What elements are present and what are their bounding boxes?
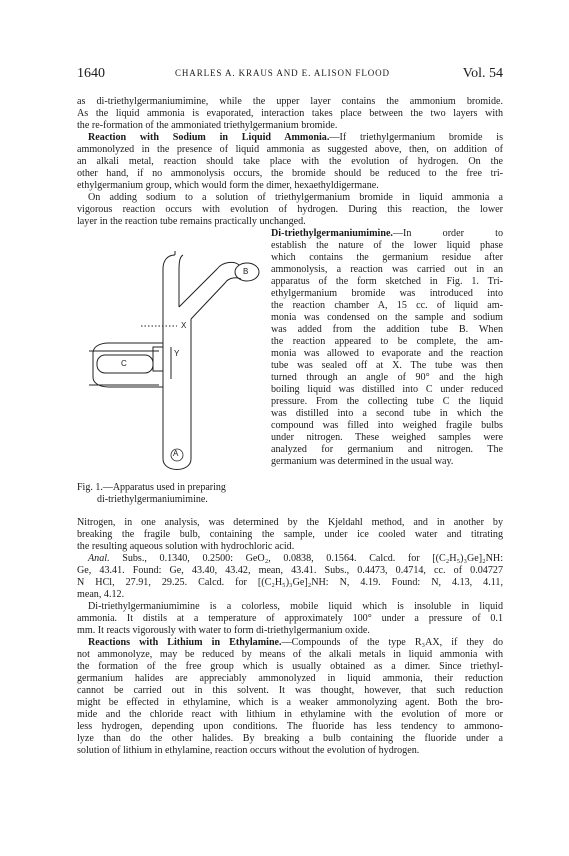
text-line: the resulting aqueous solution with hydrochloric acid. xyxy=(77,541,295,552)
figure-caption: di-triethylgermaniumimine. xyxy=(97,494,208,505)
text-line: boiling liquid was distilled into C under reduced xyxy=(271,384,503,395)
running-title: CHARLES A. KRAUS AND E. ALISON FLOOD xyxy=(175,68,390,78)
text-line: germanium was determined in the usual way. xyxy=(271,456,454,467)
text-line: the formation of the free group which is usually obtained as a dimer. Since triethyl- xyxy=(77,661,503,672)
page-number: 1640 xyxy=(77,66,105,81)
label-c: C xyxy=(121,359,127,368)
label-b: B xyxy=(243,267,249,276)
text-line: an alkali metal, reaction should take place with the evolution of hydrogen. On the xyxy=(77,156,503,167)
text-line: mm. It reacts vigorously with water to form di-triethylgermanium oxide. xyxy=(77,625,370,636)
text-line: apparatus of the form sketched in Fig. 1. Tri- xyxy=(271,276,503,287)
section-heading: Reactions with Lithium in Ethylamine. xyxy=(88,637,282,648)
analysis-line: mean, 4.12. xyxy=(77,589,125,600)
text-line: might be effected in ethylamine, which is a weaker ammonolyzing agent. Both the bro- xyxy=(77,697,503,708)
text-line: turned through an angle of 90° and the high xyxy=(271,372,503,383)
text-line: ethylgermanium bromide was introduced into xyxy=(271,288,503,299)
label-a: A xyxy=(173,449,179,458)
analysis-line: Anal. Subs., 0.1340, 0.2500: GeO₂, 0.0838, 0.1564. Calcd. for [(C₂H₅)₃Ge]₂NH: xyxy=(88,553,503,564)
text-line: the re-formation of the ammoniated triethylgermanium bromide. xyxy=(77,120,338,131)
text-line: cannot be carried out in this solvent. It was thought, however, that such reduction xyxy=(77,685,503,696)
analysis-label: Anal. xyxy=(88,553,110,564)
text-line: monia was condensed on the sample and sodium xyxy=(271,312,503,323)
text-line: compound was filled into weighed fragile bulbs xyxy=(271,420,503,431)
analysis-line: N HCl, 27.91, 29.25. Calcd. for [(C₂H₅)₃Ge]₂NH: N, 4.19. Found: N, 4.13, 4.11, xyxy=(77,577,503,588)
text-line: less hydrogen, depending upon conditions. The fluoride has less tendency to ammono- xyxy=(77,721,503,732)
text-line: ammonia. It distils at a temperature of approximately 100° under a pressure of 0.1 xyxy=(77,613,503,624)
text-line: Reaction with Sodium in Liquid Ammonia.—If triethylgermanium bromide is xyxy=(88,132,503,143)
text-line: under nitrogen. These weighed samples were xyxy=(271,432,503,443)
analysis-line: Ge, 43.41. Found: Ge, 43.40, 43.42, mean, 43.41. Subs., 0.4473, 0.4714, cc. of 0.04727 xyxy=(77,565,503,576)
text-line: ammonolysis, a reaction was carried out in an xyxy=(271,264,503,275)
text-line: ethylgermanium group, which would form the dimer, hexaethyldigermane. xyxy=(77,180,379,191)
text-line: Di-triethylgermaniumimine is a colorless, mobile liquid which is insoluble in liquid xyxy=(88,601,503,612)
text-line: was added from the addition tube B. When xyxy=(271,324,503,335)
text-line: the reaction chamber A, 15 cc. of liquid am- xyxy=(271,300,503,311)
running-header xyxy=(77,66,503,82)
label-x: X xyxy=(181,321,187,330)
reaction-tube-outline xyxy=(163,255,191,470)
text-line: Di-triethylgermaniumimine.—In order to xyxy=(271,228,503,239)
apparatus-diagram xyxy=(79,247,264,483)
text-line: which contains the germanium residue after xyxy=(271,252,503,263)
text-line: establish the nature of the lower liquid phase xyxy=(271,240,503,251)
apparatus-figure xyxy=(79,247,264,483)
text-line: pressure. From the collecting tube C the liquid xyxy=(271,396,503,407)
section-heading: Di-triethylgermaniumimine. xyxy=(271,228,393,239)
text-line: As the liquid ammonia is evaporated, interaction takes place between the two layers with xyxy=(77,108,503,119)
text-line: not ammonolyze, may be reduced by means of the alkali metals in liquid ammonia with xyxy=(77,649,503,660)
text-line: On adding sodium to a solution of triethylgermanium bromide in liquid ammonia a xyxy=(88,192,503,203)
section-heading: Reaction with Sodium in Liquid Ammonia. xyxy=(88,132,330,143)
text-line: other hand, if no ammonolysis occurs, the bromide should be reduced to the free tri- xyxy=(77,168,503,179)
text-line: the reaction appeared to be complete, the am- xyxy=(271,336,503,347)
text-line: ammonolyzed in the presence of liquid ammonia as suggested above, then, on addition of xyxy=(77,144,503,155)
text-line: germanium halides are appreciably ammonolyzed in liquid ammonia, their reduction xyxy=(77,673,503,684)
text-line: breaking the fragile bulb, containing the sample, under ice cooled water and titrating xyxy=(77,529,503,540)
volume-label: Vol. 54 xyxy=(462,66,503,81)
figure-caption: Fig. 1.—Apparatus used in preparing xyxy=(77,482,226,493)
text-line: as di-triethylgermaniumimine, while the upper layer contains the ammonium bromide. xyxy=(77,96,503,107)
text-line: vigorous reaction occurs with evolution of hydrogen. During this reaction, the lower xyxy=(77,204,503,215)
text-line: tube was sealed off at X. The tube was then xyxy=(271,360,503,371)
text-line: mide and the chloride react with lithium in ethylamine with the evolution of more or xyxy=(77,709,503,720)
text-line: analyzed for germanium and nitrogen. The xyxy=(271,444,503,455)
text-line: was distilled into a second tube in which the xyxy=(271,408,503,419)
text-line: solution of lithium in ethylamine, reaction occurs without the evolution of hydrogen. xyxy=(77,745,420,756)
text-line: lyze than do the other halides. By breaking a bulb containing the fluoride under a xyxy=(77,733,503,744)
text-line: Nitrogen, in one analysis, was determined by the Kjeldahl method, and in another by xyxy=(77,517,503,528)
text-line: layer in the reaction tube remains practically unchanged. xyxy=(77,216,306,227)
text-line: Reactions with Lithium in Ethylamine.—Compounds of the type R₃AX, if they do xyxy=(88,637,503,648)
label-y: Y xyxy=(174,349,180,358)
text-line: monia was allowed to evaporate and the reaction xyxy=(271,348,503,359)
